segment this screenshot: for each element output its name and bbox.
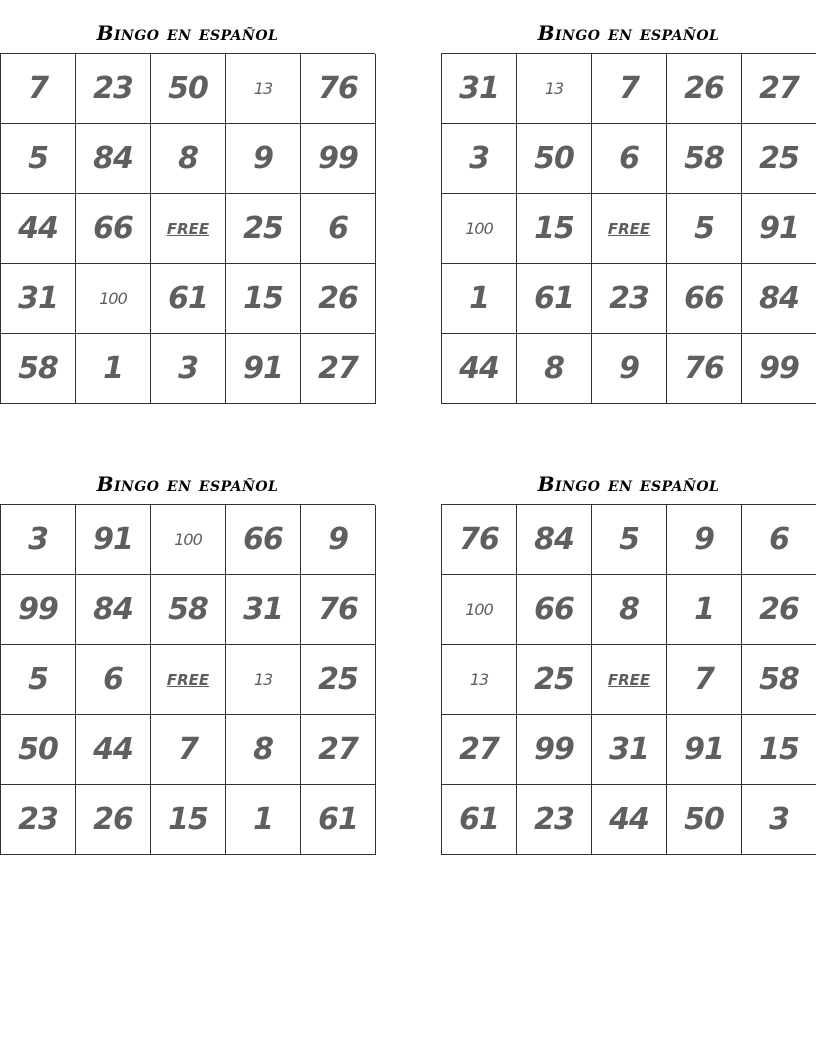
bingo-cell: 61	[517, 264, 592, 334]
bingo-cell: 7	[1, 54, 76, 124]
bingo-cell: 23	[1, 785, 76, 855]
free-space-cell: FREE	[592, 645, 667, 715]
bingo-cell: 50	[517, 124, 592, 194]
bingo-cell: 7	[667, 645, 742, 715]
bingo-cell: 66	[517, 575, 592, 645]
bingo-cell: 99	[742, 334, 816, 404]
bingo-cell: 66	[226, 505, 301, 575]
bingo-cell: 58	[151, 575, 226, 645]
bingo-cell: 6	[76, 645, 151, 715]
bingo-cell: 50	[1, 715, 76, 785]
bingo-cell: 27	[442, 715, 517, 785]
bingo-cell: 8	[517, 334, 592, 404]
bingo-cell: 13	[226, 54, 301, 124]
bingo-cell: 5	[592, 505, 667, 575]
card-title: Bingo en español	[537, 21, 720, 45]
bingo-cell: 61	[301, 785, 376, 855]
bingo-cell: 58	[667, 124, 742, 194]
bingo-cell: 84	[742, 264, 816, 334]
bingo-cell: 44	[592, 785, 667, 855]
bingo-cell: 27	[301, 334, 376, 404]
bingo-cell: 58	[742, 645, 816, 715]
bingo-cell: 99	[1, 575, 76, 645]
bingo-cell: 5	[1, 124, 76, 194]
bingo-cell: 15	[517, 194, 592, 264]
bingo-cell: 100	[76, 264, 151, 334]
bingo-cell: 5	[1, 645, 76, 715]
bingo-cell: 61	[442, 785, 517, 855]
bingo-cell: 91	[667, 715, 742, 785]
bingo-cell: 84	[76, 575, 151, 645]
bingo-cell: 23	[592, 264, 667, 334]
free-space-cell: FREE	[151, 194, 226, 264]
card-title: Bingo en español	[96, 21, 279, 45]
bingo-cell: 99	[301, 124, 376, 194]
bingo-card-4	[441, 458, 816, 855]
bingo-cell: 6	[742, 505, 816, 575]
bingo-cell: 31	[592, 715, 667, 785]
bingo-cell: 9	[226, 124, 301, 194]
bingo-cell: 3	[442, 124, 517, 194]
bingo-grid	[441, 504, 816, 855]
bingo-cell: 9	[592, 334, 667, 404]
bingo-cell: 66	[667, 264, 742, 334]
bingo-cell: 8	[151, 124, 226, 194]
bingo-cell: 13	[442, 645, 517, 715]
bingo-cell: 13	[517, 54, 592, 124]
bingo-cell: 13	[226, 645, 301, 715]
bingo-grid	[0, 504, 375, 855]
bingo-cell: 58	[1, 334, 76, 404]
bingo-cell: 25	[742, 124, 816, 194]
bingo-cell: 3	[742, 785, 816, 855]
bingo-cell: 5	[667, 194, 742, 264]
bingo-cell: 31	[442, 54, 517, 124]
bingo-cell: 25	[301, 645, 376, 715]
bingo-cell: 3	[151, 334, 226, 404]
bingo-cell: 99	[517, 715, 592, 785]
bingo-cell: 26	[742, 575, 816, 645]
bingo-cell: 31	[1, 264, 76, 334]
bingo-cell: 8	[226, 715, 301, 785]
bingo-cell: 1	[442, 264, 517, 334]
bingo-cell: 66	[76, 194, 151, 264]
bingo-cell: 6	[592, 124, 667, 194]
bingo-cell: 84	[76, 124, 151, 194]
free-space-cell: FREE	[592, 194, 667, 264]
bingo-cell: 6	[301, 194, 376, 264]
bingo-cell: 50	[667, 785, 742, 855]
bingo-cell: 31	[226, 575, 301, 645]
bingo-cell: 23	[76, 54, 151, 124]
bingo-cell: 1	[76, 334, 151, 404]
bingo-cell: 23	[517, 785, 592, 855]
bingo-cell: 84	[517, 505, 592, 575]
bingo-cell: 76	[301, 54, 376, 124]
bingo-cell: 44	[76, 715, 151, 785]
bingo-cell: 100	[442, 194, 517, 264]
bingo-cell: 26	[301, 264, 376, 334]
bingo-cell: 1	[226, 785, 301, 855]
bingo-cell: 91	[226, 334, 301, 404]
bingo-cell: 27	[742, 54, 816, 124]
bingo-cell: 15	[226, 264, 301, 334]
bingo-cell: 7	[592, 54, 667, 124]
bingo-card-2	[441, 7, 816, 404]
bingo-cell: 26	[667, 54, 742, 124]
bingo-grid	[0, 53, 375, 404]
bingo-cell: 1	[667, 575, 742, 645]
bingo-cell: 100	[151, 505, 226, 575]
bingo-cell: 15	[742, 715, 816, 785]
bingo-cell: 9	[301, 505, 376, 575]
bingo-cell: 100	[442, 575, 517, 645]
bingo-cell: 15	[151, 785, 226, 855]
free-space-cell: FREE	[151, 645, 226, 715]
bingo-cell: 26	[76, 785, 151, 855]
card-title: Bingo en español	[537, 472, 720, 496]
bingo-card-3	[0, 458, 375, 855]
bingo-cell: 44	[1, 194, 76, 264]
bingo-cell: 8	[592, 575, 667, 645]
bingo-cell: 91	[76, 505, 151, 575]
bingo-card-1	[0, 7, 375, 404]
bingo-cell: 76	[442, 505, 517, 575]
bingo-cell: 76	[667, 334, 742, 404]
bingo-cell: 50	[151, 54, 226, 124]
bingo-cell: 25	[517, 645, 592, 715]
bingo-cell: 25	[226, 194, 301, 264]
bingo-cell: 3	[1, 505, 76, 575]
bingo-cell: 61	[151, 264, 226, 334]
bingo-cell: 7	[151, 715, 226, 785]
bingo-cell: 9	[667, 505, 742, 575]
bingo-cell: 27	[301, 715, 376, 785]
bingo-cell: 44	[442, 334, 517, 404]
bingo-cell: 91	[742, 194, 816, 264]
card-title: Bingo en español	[96, 472, 279, 496]
bingo-grid	[441, 53, 816, 404]
bingo-cell: 76	[301, 575, 376, 645]
